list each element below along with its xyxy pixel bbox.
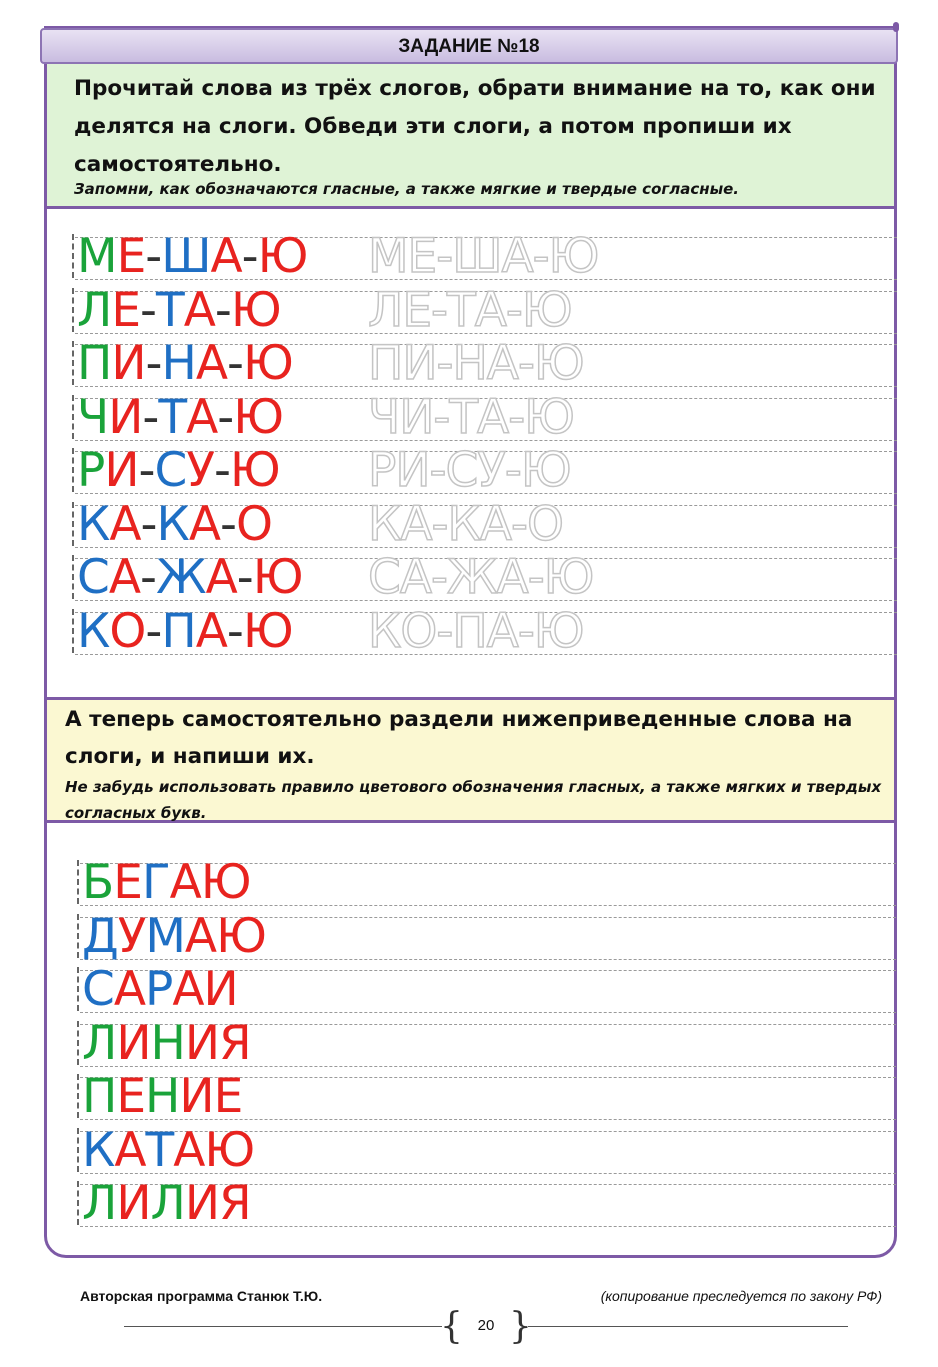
letter: Н [150,1015,185,1071]
practice-word [77,962,238,1017]
letter: А [173,1122,205,1178]
syllable-word [72,603,293,659]
letter: Ю [200,855,251,910]
practice-word [77,1069,243,1124]
letter: У [117,908,146,964]
letter: Ч [77,389,109,445]
letter: А [210,229,242,284]
letter: С [82,962,114,1017]
letter: Л [82,1176,117,1231]
page-number: 20 [477,1317,495,1334]
left-brace: { [440,1306,463,1347]
letter: А [169,855,201,910]
letter: - [145,229,162,284]
footer-rule-left [124,1326,442,1327]
letter: Л [150,1176,185,1231]
instruction-box-1 [47,64,894,209]
letter: Л [82,1015,117,1071]
instruction-box-2 [47,697,894,823]
margin-dash [72,234,74,278]
letter: Ю [216,908,266,964]
footer-rule-right [528,1326,848,1327]
letter: - [214,282,231,338]
letter: А [114,1122,146,1178]
practice-word [77,855,251,910]
letter: К [77,603,110,659]
instruction-note-1: Запомни, как обозначаются гласные, а также мягкие и твердые согласные. [74,180,740,198]
syllable-word [72,229,308,284]
tab-edge-decoration [893,22,899,32]
letter: А [184,908,217,964]
syllable-word [72,496,272,552]
syllable-word [72,550,303,605]
letter: М [145,908,185,964]
letter: - [241,229,258,284]
letter: - [138,443,155,498]
tracing-word[interactable]: ЧИ-ТА-Ю [368,389,574,445]
letter: - [140,282,157,338]
letter: Ж [155,550,206,605]
letter: Ю [252,550,303,605]
letter: И [116,1015,151,1071]
letter: Ю [230,282,281,338]
tracing-word[interactable]: ЛЕ-ТА-Ю [368,282,572,338]
instruction-text-1: Прочитай слова из трёх слогов, обрати внимание на то, как они делятся на слоги. Обведи эти слоги, а потом пропиши их самостоятельно. [74,76,876,177]
copyright-notice: (копирование преследуется по закону РФ) [600,1288,882,1304]
task-title: ЗАДАНИЕ №18 [40,28,898,64]
margin-dash [77,1181,79,1225]
letter: - [220,496,236,552]
letter: Д [82,908,118,964]
tracing-word[interactable]: СА-ЖА-Ю [368,550,594,605]
margin-dash [72,609,74,653]
letter: - [226,336,243,391]
letter: Я [219,1015,251,1071]
letter: И [184,1176,220,1231]
practice-word [77,1122,255,1178]
letter: О [236,496,272,552]
letter: А [205,550,237,605]
tracing-word[interactable]: КО-ПА-Ю [368,603,584,659]
letter: С [154,443,187,498]
letter: А [188,496,221,552]
author-credit: Авторская программа Станюк Т.Ю. [80,1288,323,1304]
letter: С [77,550,109,605]
letter: Ю [204,1122,255,1178]
letter: Н [145,1069,180,1124]
margin-dash [72,395,74,439]
letter: У [186,443,214,498]
letter: И [179,1069,214,1124]
letter: Т [156,282,184,338]
letter: - [145,603,162,659]
margin-dash [77,967,79,1011]
syllable-word [72,443,280,498]
letter: А [108,550,140,605]
letter: О [109,603,146,659]
letter: И [108,389,143,445]
letter: И [111,336,146,391]
practice-word [77,908,266,964]
letter: - [236,550,253,605]
letter: А [172,962,204,1017]
letter: П [161,603,196,659]
syllable-word [72,389,283,445]
margin-dash [72,502,74,546]
syllable-word [72,282,281,338]
margin-dash [77,914,79,958]
letter: Е [113,855,142,910]
letter: - [142,389,159,445]
letter: И [116,1176,151,1231]
tracing-word[interactable]: РИ-СУ-Ю [368,443,571,498]
margin-dash [72,555,74,599]
margin-dash [77,860,79,904]
letter: А [186,389,218,445]
letter: Е [111,282,141,338]
letter: К [82,1122,115,1178]
letter: - [213,443,230,498]
letter: И [203,962,238,1017]
margin-dash [77,1021,79,1065]
letter: И [184,1015,220,1071]
margin-dash [77,1128,79,1172]
letter: Л [77,282,112,338]
letter: Б [82,855,114,910]
letter: А [195,336,227,391]
instruction-note-2: Не забудь использовать правило цветового обозначения гласных, а также мягких и твердых согласных букв. [65,778,882,822]
right-brace: } [509,1306,532,1347]
margin-dash [72,341,74,385]
letter: А [113,962,145,1017]
margin-dash [72,448,74,492]
letter: К [156,496,189,552]
letter: Т [145,1122,174,1178]
letter: Е [116,1069,146,1124]
instruction-text-2: А теперь самостоятельно раздели нижеприведенные слова на слоги, и напиши их. [65,707,853,769]
letter: А [195,603,227,659]
letter: Р [77,443,105,498]
practice-word [77,1015,251,1071]
letter: - [139,550,156,605]
letter: Е [116,229,146,284]
margin-dash [72,288,74,332]
margin-dash [77,1074,79,1118]
letter: А [183,282,215,338]
letter: Е [213,1069,243,1124]
practice-word [77,1176,251,1231]
letter: Ш [161,229,211,284]
syllable-word [72,336,293,391]
letter: Ю [242,603,293,659]
letter: Ю [257,229,308,284]
letter: Ю [229,443,280,498]
letter: И [104,443,139,498]
tracing-word[interactable]: МЕ-ША-Ю [368,229,599,284]
letter: Я [219,1176,251,1231]
letter: - [140,496,157,552]
letter: Ю [233,389,283,445]
letter: Г [141,855,170,910]
letter: Ю [242,336,293,391]
letter: К [77,496,110,552]
letter: П [77,336,112,391]
tracing-word[interactable]: ПИ-НА-Ю [368,336,584,391]
letter: - [145,336,162,391]
letter: Т [158,389,187,445]
letter: П [82,1069,117,1124]
letter: Н [161,336,196,391]
tracing-word[interactable]: КА-КА-О [368,496,563,552]
letter: - [217,389,234,445]
letter: - [226,603,243,659]
letter: М [77,229,117,284]
letter: Р [144,962,173,1017]
letter: А [109,496,141,552]
